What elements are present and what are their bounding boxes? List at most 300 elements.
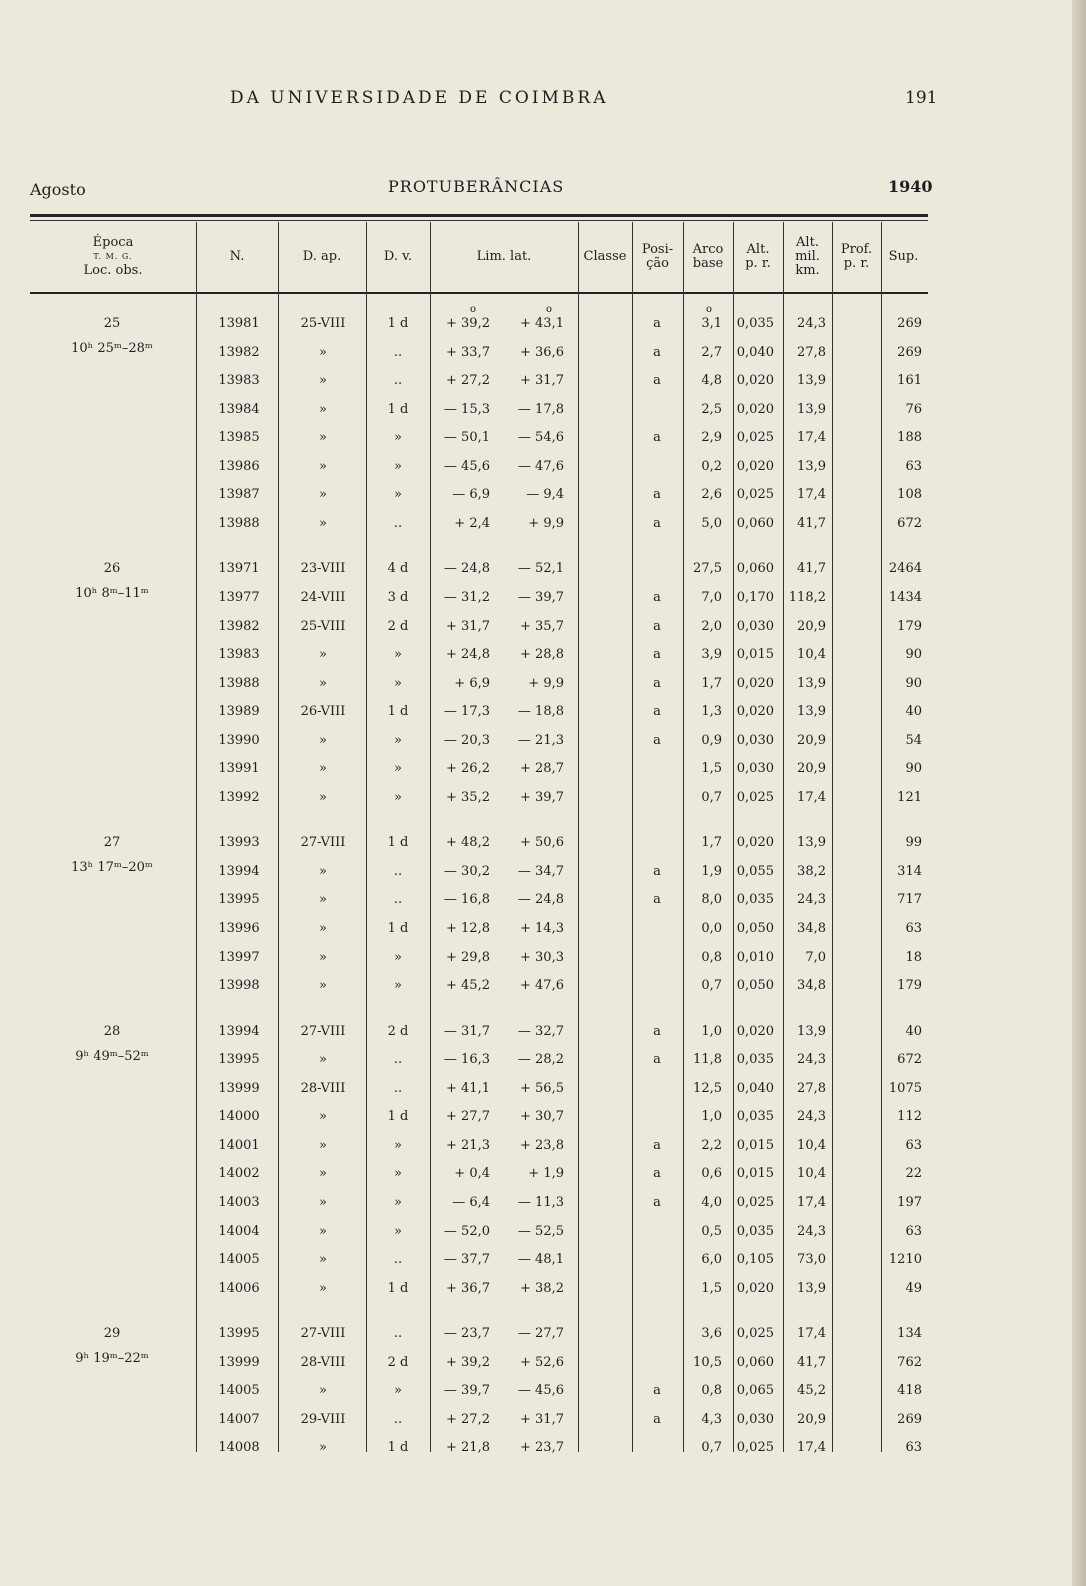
cell-alt-km: 17,4 [797, 430, 826, 446]
cell-number: 14001 [218, 1137, 260, 1153]
cell-number: 13977 [218, 589, 260, 605]
cell-arco-base: 10,5 [693, 1354, 722, 1370]
cell-number: 14007 [218, 1411, 260, 1427]
cell-alt-pr: 0,020 [736, 1280, 774, 1296]
header-alt-pr [733, 222, 783, 292]
cell-alt-km: 41,7 [797, 561, 826, 577]
cell-sup: 63 [905, 1440, 922, 1456]
cell-alt-km: 17,4 [797, 789, 826, 805]
cell-d-ap: 25-VIII [300, 316, 346, 331]
cell-alt-km: 41,7 [797, 1354, 826, 1370]
cell-lim-lat-2: + 35,7 [520, 618, 564, 634]
cell-d-v: .. [393, 1080, 403, 1096]
cell-number: 13986 [218, 458, 260, 474]
cell-posicao: a [653, 316, 661, 331]
cell-arco-base: 0,6 [701, 1166, 722, 1182]
column-divider [578, 222, 579, 1452]
cell-lim-lat-2: — 28,2 [517, 1052, 564, 1068]
cell-arco-base: 1,7 [701, 835, 722, 851]
cell-alt-pr: 0,015 [736, 1166, 774, 1182]
cell-sup: 134 [897, 1326, 922, 1342]
header-altkm-line3: km. [795, 263, 820, 278]
cell-alt-km: 41,7 [797, 515, 826, 531]
cell-alt-pr: 0,050 [736, 978, 774, 994]
cell-sup: 63 [905, 458, 922, 474]
cell-sup: 269 [897, 1411, 922, 1427]
cell-d-ap: » [319, 1137, 327, 1153]
cell-alt-km: 27,8 [797, 1080, 826, 1096]
cell-d-v: .. [393, 344, 403, 360]
cell-d-v: 1 d [387, 921, 409, 936]
cell-arco-base: 4,8 [701, 373, 722, 389]
epoch-day: 26 [103, 561, 121, 577]
cell-number: 14006 [218, 1280, 260, 1296]
cell-number: 13988 [218, 675, 260, 691]
cell-arco-base: 0,2 [701, 458, 722, 474]
cell-posicao: a [653, 487, 661, 503]
cell-d-v: 2 d [387, 1354, 409, 1370]
cell-number: 13988 [218, 515, 260, 531]
cell-d-v: 3 d [387, 589, 409, 605]
epoch-time: 10ʰ 25ᵐ–28ᵐ [71, 341, 153, 356]
header-altpr-line1: Alt. [746, 242, 770, 257]
cell-d-ap: 27-VIII [300, 1023, 346, 1039]
cell-d-ap: 23-VIII [300, 561, 346, 577]
cell-sup: 22 [905, 1166, 922, 1182]
cell-lim-lat-2: + 30,7 [520, 1109, 564, 1125]
cell-d-v: 1 d [387, 1109, 409, 1125]
cell-sup: 121 [897, 789, 922, 805]
cell-posicao: a [653, 1052, 661, 1068]
cell-alt-pr: 0,060 [736, 561, 774, 577]
cell-lim-lat-1: + 27,2 [446, 1411, 490, 1427]
cell-number: 13981 [218, 316, 260, 331]
cell-lim-lat-2: + 14,3 [520, 921, 564, 936]
cell-lim-lat-2: — 47,6 [517, 458, 564, 474]
column-divider [278, 222, 279, 1452]
cell-d-ap: 29-VIII [300, 1411, 346, 1427]
cell-d-ap: 27-VIII [300, 1326, 346, 1342]
cell-alt-pr: 0,030 [736, 732, 774, 748]
cell-lim-lat-1: — 23,7 [443, 1326, 490, 1342]
cell-alt-pr: 0,020 [736, 373, 774, 389]
cell-alt-pr: 0,035 [736, 1223, 774, 1239]
cell-sup: 188 [897, 430, 922, 446]
cell-alt-pr: 0,020 [736, 401, 774, 417]
cell-posicao: a [653, 515, 661, 531]
cell-lim-lat-1: + 6,9 [454, 675, 490, 691]
cell-alt-pr: 0,015 [736, 1137, 774, 1153]
cell-lim-lat-2: — 39,7 [517, 589, 564, 605]
cell-d-v: .. [393, 1252, 403, 1268]
cell-sup: 90 [905, 675, 922, 691]
cell-d-ap: » [319, 1440, 327, 1456]
cell-sup: 717 [897, 892, 922, 908]
column-divider [366, 222, 367, 1452]
cell-lim-lat-2: + 23,7 [520, 1440, 564, 1456]
header-prof [832, 222, 881, 292]
cell-alt-pr: 0,020 [736, 1023, 774, 1039]
cell-lim-lat-2: + 43,1 [520, 316, 564, 331]
cell-lim-lat-1: + 39,2 [446, 316, 490, 331]
cell-number: 13983 [218, 647, 260, 663]
header-altpr-line2: p. r. [745, 256, 771, 271]
table-top-rule [30, 214, 928, 217]
cell-alt-km: 17,4 [797, 487, 826, 503]
cell-d-v: » [394, 1194, 402, 1210]
cell-alt-km: 10,4 [797, 1166, 826, 1182]
cell-d-ap: » [319, 732, 327, 748]
cell-number: 13999 [218, 1354, 260, 1370]
cell-alt-pr: 0,015 [736, 647, 774, 663]
cell-arco-base: 1,3 [701, 704, 722, 720]
cell-d-v: 1 d [387, 1440, 409, 1456]
cell-d-ap: 26-VIII [300, 704, 346, 720]
column-divider [832, 222, 833, 1452]
cell-lim-lat-1: + 33,7 [446, 344, 490, 360]
cell-d-ap: 28-VIII [300, 1080, 346, 1096]
cell-d-v: » [394, 789, 402, 805]
cell-arco-base: 2,7 [701, 344, 722, 360]
cell-d-v: .. [393, 1326, 403, 1342]
cell-lim-lat-1: — 16,3 [443, 1052, 490, 1068]
epoch-day: 27 [103, 835, 121, 851]
cell-lim-lat-1: + 26,2 [446, 761, 490, 777]
cell-lim-lat-2: — 27,7 [517, 1326, 564, 1342]
cell-lim-lat-2: + 36,6 [520, 344, 564, 360]
cell-arco-base: 6,0 [701, 1252, 722, 1268]
cell-d-ap: » [319, 458, 327, 474]
page-number: 191 [905, 88, 938, 108]
cell-d-v: .. [393, 892, 403, 908]
cell-d-v: » [394, 761, 402, 777]
cell-alt-km: 7,0 [805, 949, 826, 965]
cell-d-ap: » [319, 921, 327, 936]
section-title: PROTUBERÂNCIAS [388, 177, 565, 196]
cell-sup: 2464 [888, 561, 922, 577]
cell-alt-pr: 0,035 [736, 316, 774, 331]
cell-arco-base: 2,6 [701, 487, 722, 503]
cell-lim-lat-1: + 21,8 [446, 1440, 490, 1456]
cell-lim-lat-2: — 45,6 [517, 1383, 564, 1399]
cell-d-ap: » [319, 978, 327, 994]
header-classe-label: Classe [583, 249, 627, 264]
cell-posicao: a [653, 892, 661, 908]
cell-arco-base: 2,9 [701, 430, 722, 446]
epoch-day: 28 [103, 1023, 121, 1039]
cell-alt-km: 10,4 [797, 1137, 826, 1153]
cell-alt-pr: 0,040 [736, 344, 774, 360]
cell-alt-km: 73,0 [797, 1252, 826, 1268]
cell-sup: 112 [897, 1109, 922, 1125]
cell-lim-lat-2: — 17,8 [517, 401, 564, 417]
cell-lim-lat-2: — 18,8 [517, 704, 564, 720]
cell-d-v: » [394, 1223, 402, 1239]
epoch-day: 29 [103, 1326, 121, 1342]
cell-posicao: a [653, 1166, 661, 1182]
cell-d-ap: » [319, 430, 327, 446]
cell-lim-lat-1: + 48,2 [446, 835, 490, 851]
cell-arco-base: 1,9 [701, 863, 722, 879]
cell-lim-lat-1: — 30,2 [443, 863, 490, 879]
cell-lim-lat-1: — 16,8 [443, 892, 490, 908]
cell-alt-km: 17,4 [797, 1326, 826, 1342]
header-epoca-line2: T. M. G. [93, 252, 133, 261]
cell-posicao: a [653, 618, 661, 634]
cell-alt-pr: 0,060 [736, 1354, 774, 1370]
cell-d-v: .. [393, 515, 403, 531]
cell-alt-km: 17,4 [797, 1194, 826, 1210]
cell-arco-base: 0,8 [701, 1383, 722, 1399]
cell-d-ap: » [319, 1280, 327, 1296]
cell-alt-km: 13,9 [797, 675, 826, 691]
cell-sup: 108 [897, 487, 922, 503]
cell-sup: 1210 [888, 1252, 922, 1268]
cell-lim-lat-1: — 24,8 [443, 561, 490, 577]
cell-lim-lat-1: + 27,2 [446, 373, 490, 389]
header-prof-line2: p. r. [843, 256, 870, 271]
cell-alt-km: 20,9 [797, 732, 826, 748]
cell-lim-lat-1: — 31,7 [443, 1023, 490, 1039]
epoch-time: 9ʰ 49ᵐ–52ᵐ [75, 1048, 149, 1064]
cell-alt-km: 20,9 [797, 1411, 826, 1427]
cell-posicao: a [653, 647, 661, 663]
cell-alt-km: 45,2 [797, 1383, 826, 1399]
cell-arco-base: 12,5 [693, 1080, 722, 1096]
cell-lim-lat-1: — 52,0 [443, 1223, 490, 1239]
cell-arco-base: 3,1 [701, 316, 722, 331]
cell-number: 13992 [218, 789, 260, 805]
cell-lim-lat-1: — 20,3 [443, 732, 490, 748]
cell-lim-lat-1: + 41,1 [446, 1080, 490, 1096]
cell-number: 14003 [218, 1194, 260, 1210]
cell-lim-lat-1: + 27,7 [446, 1109, 490, 1125]
cell-arco-base: 0,0 [701, 921, 722, 936]
cell-sup: 63 [905, 1137, 922, 1153]
cell-alt-km: 10,4 [797, 647, 826, 663]
cell-d-ap: » [319, 647, 327, 663]
cell-arco-base: 2,5 [701, 401, 722, 417]
cell-d-v: » [394, 430, 402, 446]
cell-alt-pr: 0,030 [736, 1411, 774, 1427]
cell-number: 13996 [218, 921, 260, 936]
cell-sup: 1434 [888, 589, 922, 605]
cell-arco-base: 4,0 [701, 1194, 722, 1210]
cell-number: 13971 [218, 561, 260, 577]
header-dv [366, 222, 430, 292]
cell-d-v: » [394, 949, 402, 965]
cell-sup: 314 [897, 863, 922, 879]
cell-d-v: 1 d [387, 316, 409, 331]
cell-number: 13995 [218, 892, 260, 908]
cell-lim-lat-2: + 38,2 [520, 1280, 564, 1296]
cell-lim-lat-1: — 6,9 [452, 487, 490, 503]
cell-posicao: a [653, 704, 661, 720]
cell-lim-lat-1: + 21,3 [446, 1137, 490, 1153]
cell-arco-base: 8,0 [701, 892, 722, 908]
month-label: Agosto [30, 180, 86, 199]
cell-lim-lat-2: + 39,7 [520, 789, 564, 805]
cell-arco-base: 0,7 [701, 1440, 722, 1456]
header-n-label: N. [229, 249, 245, 264]
cell-number: 13999 [218, 1080, 260, 1096]
cell-number: 14002 [218, 1166, 260, 1182]
cell-number: 13995 [218, 1052, 260, 1068]
header-arco-line2: base [692, 256, 724, 271]
cell-d-v: .. [393, 863, 403, 879]
cell-posicao: a [653, 863, 661, 879]
cell-alt-km: 13,9 [797, 704, 826, 720]
cell-d-v: 1 d [387, 704, 409, 720]
cell-d-v: 1 d [387, 401, 409, 417]
cell-d-ap: » [319, 892, 327, 908]
cell-sup: 1075 [888, 1080, 922, 1096]
cell-alt-pr: 0,035 [736, 1052, 774, 1068]
cell-number: 13982 [218, 344, 260, 360]
cell-d-ap: » [319, 1383, 327, 1399]
cell-arco-base: 0,8 [701, 949, 722, 965]
header-lim-label: Lim. lat. [476, 249, 532, 264]
cell-lim-lat-1: — 17,3 [443, 704, 490, 720]
cell-arco-base: 1,7 [701, 675, 722, 691]
cell-posicao: a [653, 430, 661, 446]
header-arco [683, 222, 733, 292]
cell-arco-base: 0,9 [701, 732, 722, 748]
cell-d-v: » [394, 732, 402, 748]
cell-lim-lat-2: + 50,6 [520, 835, 564, 851]
cell-lim-lat-1: + 0,4 [454, 1166, 490, 1182]
cell-alt-km: 13,9 [797, 1023, 826, 1039]
cell-arco-base: 2,2 [701, 1137, 722, 1153]
degree-mark: o [706, 304, 713, 315]
cell-lim-lat-2: — 48,1 [517, 1252, 564, 1268]
cell-sup: 40 [905, 704, 922, 720]
cell-number: 14000 [218, 1109, 260, 1125]
cell-lim-lat-2: + 31,7 [520, 373, 564, 389]
cell-lim-lat-1: — 6,4 [452, 1194, 490, 1210]
cell-lim-lat-1: — 45,6 [443, 458, 490, 474]
header-posicao-line2: ção [646, 256, 669, 271]
cell-lim-lat-2: + 9,9 [528, 675, 564, 691]
cell-d-ap: » [319, 344, 327, 360]
cell-lim-lat-2: + 28,8 [520, 647, 564, 663]
table-top-rule-thin [30, 220, 928, 221]
cell-number: 13994 [218, 863, 260, 879]
cell-alt-pr: 0,050 [736, 921, 774, 936]
header-epoca-line3: Loc. obs. [83, 263, 143, 278]
cell-number: 13995 [218, 1326, 260, 1342]
cell-d-ap: » [319, 373, 327, 389]
cell-lim-lat-1: + 24,8 [446, 647, 490, 663]
cell-sup: 63 [905, 921, 922, 936]
cell-alt-pr: 0,105 [736, 1252, 774, 1268]
cell-d-v: » [394, 1137, 402, 1153]
cell-lim-lat-2: + 47,6 [520, 978, 564, 994]
cell-d-v: .. [393, 1052, 403, 1068]
cell-alt-km: 13,9 [797, 458, 826, 474]
cell-lim-lat-1: + 36,7 [446, 1280, 490, 1296]
cell-sup: 40 [905, 1023, 922, 1039]
header-epoca-line1: Época [92, 235, 134, 250]
header-sup-label: Sup. [888, 249, 919, 264]
cell-d-v: » [394, 487, 402, 503]
cell-sup: 49 [905, 1280, 922, 1296]
cell-lim-lat-1: + 12,8 [446, 921, 490, 936]
cell-lim-lat-2: + 30,3 [520, 949, 564, 965]
cell-alt-pr: 0,025 [736, 1440, 774, 1456]
cell-lim-lat-2: + 1,9 [528, 1166, 564, 1182]
cell-arco-base: 0,7 [701, 789, 722, 805]
cell-lim-lat-1: + 45,2 [446, 978, 490, 994]
cell-number: 13990 [218, 732, 260, 748]
cell-alt-pr: 0,170 [736, 589, 774, 605]
cell-arco-base: 5,0 [701, 515, 722, 531]
cell-lim-lat-2: + 52,6 [520, 1354, 564, 1370]
cell-alt-pr: 0,030 [736, 618, 774, 634]
cell-number: 14005 [218, 1252, 260, 1268]
cell-lim-lat-1: + 35,2 [446, 789, 490, 805]
cell-lim-lat-2: + 9,9 [528, 515, 564, 531]
cell-sup: 762 [897, 1354, 922, 1370]
cell-sup: 161 [897, 373, 922, 389]
cell-lim-lat-2: — 32,7 [517, 1023, 564, 1039]
cell-d-ap: » [319, 1252, 327, 1268]
cell-sup: 179 [897, 978, 922, 994]
cell-alt-km: 17,4 [797, 1440, 826, 1456]
cell-d-ap: 24-VIII [300, 589, 346, 605]
cell-d-v: 4 d [387, 561, 409, 577]
cell-lim-lat-2: — 24,8 [517, 892, 564, 908]
cell-lim-lat-2: — 34,7 [517, 863, 564, 879]
cell-number: 13993 [218, 835, 260, 851]
cell-sup: 672 [897, 1052, 922, 1068]
cell-alt-km: 13,9 [797, 835, 826, 851]
cell-lim-lat-1: — 15,3 [443, 401, 490, 417]
cell-arco-base: 2,0 [701, 618, 722, 634]
cell-arco-base: 4,3 [701, 1411, 722, 1427]
cell-alt-km: 38,2 [797, 863, 826, 879]
cell-lim-lat-2: + 31,7 [520, 1411, 564, 1427]
header-sup [881, 222, 926, 292]
cell-alt-km: 13,9 [797, 401, 826, 417]
cell-arco-base: 7,0 [701, 589, 722, 605]
cell-d-ap: » [319, 515, 327, 531]
header-posicao [632, 222, 683, 292]
epoch-day: 25 [103, 316, 121, 331]
cell-alt-km: 24,3 [797, 1052, 826, 1068]
cell-sup: 418 [897, 1383, 922, 1399]
cell-lim-lat-1: — 50,1 [443, 430, 490, 446]
cell-d-v: » [394, 978, 402, 994]
cell-alt-pr: 0,010 [736, 949, 774, 965]
cell-sup: 18 [905, 949, 922, 965]
cell-d-ap: » [319, 675, 327, 691]
cell-lim-lat-1: — 31,2 [443, 589, 490, 605]
cell-lim-lat-2: — 9,4 [526, 487, 564, 503]
cell-d-ap: 28-VIII [300, 1354, 346, 1370]
cell-alt-pr: 0,025 [736, 1194, 774, 1210]
cell-alt-pr: 0,025 [736, 487, 774, 503]
header-arco-line1: Arco [692, 242, 724, 257]
cell-alt-pr: 0,020 [736, 835, 774, 851]
cell-number: 13998 [218, 978, 260, 994]
cell-sup: 269 [897, 344, 922, 360]
cell-arco-base: 1,5 [701, 1280, 722, 1296]
cell-sup: 179 [897, 618, 922, 634]
cell-sup: 76 [905, 401, 922, 417]
cell-arco-base: 1,0 [701, 1109, 722, 1125]
header-n [196, 222, 278, 292]
